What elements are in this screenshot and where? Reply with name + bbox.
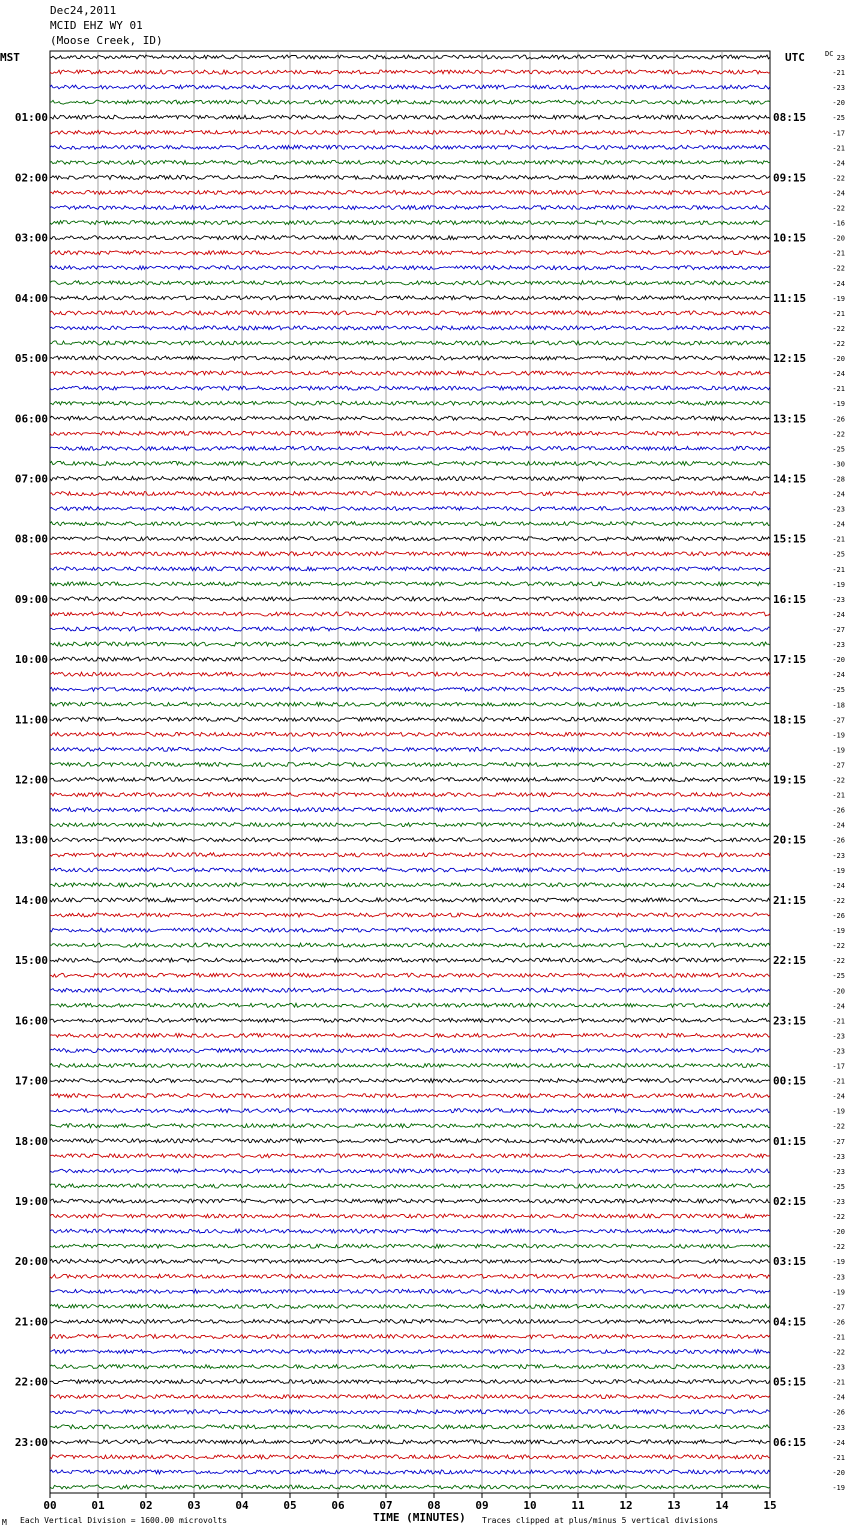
right-hour-label: 14:15 (773, 472, 807, 486)
dc-offset-label: -22 (832, 1213, 845, 1222)
trace-line (50, 537, 770, 541)
left-hour-label: 22:00 (14, 1375, 48, 1389)
trace-line (50, 687, 770, 691)
dc-offset-label: -19 (832, 294, 845, 303)
right-hour-label: 20:15 (773, 833, 807, 847)
header-date: Dec24,2011 (50, 4, 117, 17)
dc-offset-label: -19 (832, 927, 845, 936)
dc-offset-label: -22 (832, 896, 845, 905)
right-hour-label: 00:15 (773, 1074, 807, 1088)
trace-line (50, 341, 770, 345)
trace-line (50, 838, 770, 842)
dc-offset-label: -26 (832, 806, 845, 815)
left-hour-label: 13:00 (14, 833, 48, 847)
trace-line (50, 1049, 770, 1053)
dc-offset-label: -22 (832, 204, 845, 213)
dc-offset-label: -22 (832, 957, 845, 966)
trace-line (50, 853, 770, 857)
trace-line (50, 326, 770, 330)
trace-line (50, 1169, 770, 1173)
dc-offset-label: -21 (832, 309, 845, 318)
trace-line (50, 85, 770, 89)
dc-offset-label: -25 (832, 445, 845, 454)
dc-offset-label: -19 (832, 731, 845, 740)
dc-offset-label: -26 (832, 912, 845, 920)
dc-offset-label: -24 (832, 1393, 845, 1402)
left-hour-label: 15:00 (14, 954, 48, 968)
trace-line (50, 943, 770, 947)
trace-line (50, 627, 770, 631)
trace-line (50, 386, 770, 390)
dc-offset-label: -21 (832, 1378, 845, 1387)
dc-offset-label: -25 (832, 686, 845, 695)
dc-offset-label: -19 (832, 400, 845, 409)
dc-offset-label: -23 (832, 1152, 845, 1161)
dc-offset-label: -22 (832, 174, 845, 183)
trace-line (50, 1109, 770, 1113)
trace-line (50, 883, 770, 887)
dc-offset-label: -24 (832, 671, 845, 680)
trace-line (50, 145, 770, 149)
trace-line (50, 266, 770, 270)
trace-line (50, 492, 770, 496)
dc-offset-label: -19 (832, 746, 845, 755)
trace-line (50, 1079, 770, 1083)
trace-line (50, 793, 770, 797)
header-location: (Moose Creek, ID) (50, 34, 163, 47)
dc-offset-label: -20 (832, 1468, 845, 1477)
x-tick-label: 13 (667, 1499, 681, 1512)
dc-offset-label: -21 (832, 1077, 845, 1086)
dc-offset-label: -27 (832, 1137, 845, 1146)
dc-offset-label: -22 (832, 776, 845, 785)
x-tick-label: 03 (187, 1499, 201, 1512)
dc-offset-label: -23 (832, 505, 845, 514)
trace-line (50, 1335, 770, 1339)
dc-offset-label: -27 (832, 626, 845, 634)
dc-offset-label: -25 (832, 1182, 845, 1191)
dc-offset-label: -24 (832, 610, 845, 619)
trace-line (50, 251, 770, 255)
dc-offset-label: -23 (832, 84, 845, 93)
trace-line (50, 130, 770, 134)
left-hour-label: 18:00 (14, 1134, 48, 1148)
x-tick-label: 14 (715, 1499, 729, 1512)
left-timezone-label: MST (0, 51, 20, 64)
left-hour-label: 07:00 (14, 472, 48, 486)
left-hour-label: 03:00 (14, 231, 48, 245)
x-tick-label: 06 (331, 1499, 345, 1512)
right-hour-label: 03:15 (773, 1255, 807, 1269)
dc-offset-label: -19 (832, 1258, 845, 1267)
dc-offset-label: -19 (832, 1288, 845, 1297)
dc-offset-label: -22 (832, 1348, 845, 1357)
dc-offset-label: -20 (832, 355, 845, 364)
trace-line (50, 1319, 770, 1323)
trace-line (50, 778, 770, 782)
trace-line (50, 206, 770, 210)
trace-line (50, 1274, 770, 1278)
trace-line (50, 55, 770, 59)
dc-offset-label: -24 (832, 1092, 845, 1101)
dc-offset-label: -22 (832, 430, 845, 439)
right-timezone-label: UTC (785, 51, 805, 64)
dc-offset-label: -27 (832, 761, 845, 770)
trace-line (50, 642, 770, 646)
dc-offset-label: -30 (832, 460, 845, 469)
dc-offset-label: -24 (832, 821, 845, 830)
trace-line (50, 371, 770, 375)
trace-line (50, 552, 770, 556)
clip-note: Traces clipped at plus/minus 5 vertical divisions (482, 1516, 719, 1525)
trace-line (50, 1410, 770, 1414)
trace-line (50, 1365, 770, 1369)
trace-line (50, 1018, 770, 1022)
dc-offset-label: -28 (832, 475, 845, 484)
right-hour-label: 13:15 (773, 412, 807, 426)
dc-offset-label: -21 (832, 565, 845, 574)
dc-offset-label: -20 (832, 1228, 845, 1237)
dc-offset-label: -19 (832, 1484, 845, 1492)
dc-offset-label: -24 (832, 370, 845, 379)
trace-line (50, 1380, 770, 1384)
dc-offset-label: -21 (832, 385, 845, 394)
dc-offset-label: -24 (832, 1002, 845, 1011)
trace-line (50, 1184, 770, 1188)
trace-line (50, 597, 770, 601)
trace-line (50, 461, 770, 465)
dc-offset-label: -22 (832, 942, 845, 951)
dc-offset-label: -19 (832, 1107, 845, 1116)
dc-offset-label: -21 (832, 69, 845, 78)
dc-offset-label: -23 (832, 595, 845, 604)
x-tick-label: 01 (91, 1499, 105, 1512)
dc-offset-label: -16 (832, 219, 845, 228)
trace-line (50, 808, 770, 812)
trace-line (50, 567, 770, 571)
dc-offset-label: -24 (832, 279, 845, 288)
left-hour-label: 16:00 (14, 1014, 48, 1028)
trace-line (50, 1470, 770, 1474)
trace-line (50, 401, 770, 405)
dc-offset-label: -23 (832, 1198, 845, 1206)
trace-line (50, 160, 770, 164)
trace-line (50, 1003, 770, 1007)
trace-line (50, 1229, 770, 1233)
trace-line (50, 507, 770, 511)
trace-line (50, 1033, 770, 1037)
right-hour-label: 15:15 (773, 532, 807, 546)
dc-offset-label: -20 (832, 234, 845, 243)
right-hour-label: 04:15 (773, 1315, 807, 1329)
trace-line (50, 1455, 770, 1459)
dc-offset-label: -17 (832, 1062, 845, 1071)
x-tick-label: 02 (139, 1499, 153, 1512)
left-hour-label: 08:00 (14, 532, 48, 546)
dc-offset-label: -25 (832, 972, 845, 981)
right-hour-label: 18:15 (773, 713, 807, 727)
dc-offset-label: -26 (832, 415, 845, 424)
left-hour-label: 23:00 (14, 1435, 48, 1449)
trace-line (50, 296, 770, 300)
left-hour-label: 19:00 (14, 1195, 48, 1208)
dc-offset-label: -24 (832, 490, 845, 499)
dc-offset-label: -27 (832, 1303, 845, 1312)
header-station: MCID EHZ WY 01 (50, 19, 143, 32)
right-hour-label: 02:15 (773, 1195, 807, 1208)
scale-note: Each Vertical Division = 1600.00 microvolts (20, 1516, 228, 1525)
left-hour-label: 02:00 (14, 171, 48, 185)
dc-offset-label: -25 (832, 550, 845, 559)
trace-line (50, 672, 770, 676)
trace-line (50, 1304, 770, 1308)
trace-line (50, 1139, 770, 1143)
dc-offset-label: -21 (832, 1017, 845, 1026)
x-tick-label: 12 (619, 1499, 633, 1512)
dc-offset-label: -23 (832, 1047, 845, 1056)
trace-line (50, 582, 770, 586)
left-hour-label: 12:00 (14, 773, 48, 787)
trace-line (50, 431, 770, 435)
right-hour-label: 10:15 (773, 231, 807, 245)
trace-line (50, 717, 770, 721)
dc-offset-label: -22 (832, 324, 845, 333)
dc-offset-label: -24 (832, 1438, 845, 1447)
left-hour-label: 06:00 (14, 412, 48, 426)
trace-line (50, 1289, 770, 1293)
left-hour-label: 05:00 (14, 352, 48, 366)
x-tick-label: 15 (763, 1499, 777, 1512)
trace-line (50, 747, 770, 751)
dc-offset-label: -22 (832, 1243, 845, 1252)
dc-offset-label: -23 (832, 1167, 845, 1176)
trace-line (50, 1485, 770, 1489)
trace-line (50, 612, 770, 616)
x-tick-label: 00 (43, 1499, 57, 1512)
trace-line (50, 973, 770, 977)
trace-line (50, 958, 770, 962)
dc-offset-label: -21 (832, 249, 845, 258)
x-tick-label: 11 (571, 1499, 585, 1512)
left-hour-label: 21:00 (14, 1315, 48, 1329)
dc-offset-label: -22 (832, 340, 845, 348)
dc-offset-label: -23 (832, 1032, 845, 1041)
trace-line (50, 823, 770, 827)
dc-offset-label: -23 (832, 1363, 845, 1372)
right-hour-label: 12:15 (773, 352, 807, 366)
right-hour-label: 06:15 (773, 1435, 807, 1449)
x-tick-label: 07 (379, 1499, 393, 1512)
dc-offset-label: -21 (832, 1333, 845, 1342)
trace-line (50, 702, 770, 706)
trace-line (50, 898, 770, 902)
trace-line (50, 1154, 770, 1158)
right-hour-label: 23:15 (773, 1014, 807, 1028)
dc-offset-label: -26 (832, 836, 845, 845)
trace-line (50, 356, 770, 360)
dc-offset-label: -18 (832, 701, 845, 710)
trace-line (50, 1259, 770, 1263)
trace-line (50, 868, 770, 872)
trace-line (50, 446, 770, 450)
trace-line (50, 191, 770, 195)
dc-offset-label: -22 (832, 264, 845, 273)
dc-offset-label: -19 (832, 866, 845, 875)
trace-line (50, 416, 770, 420)
right-hour-label: 19:15 (773, 773, 807, 787)
right-hour-label: 11:15 (773, 291, 807, 305)
trace-line (50, 732, 770, 736)
dc-offset-label: -26 (832, 1318, 845, 1327)
dc-offset-label: -23 (832, 851, 845, 860)
right-hour-label: 16:15 (773, 592, 807, 606)
dc-offset-label: -21 (832, 1453, 845, 1462)
dc-offset-label: -21 (832, 791, 845, 800)
trace-line (50, 175, 770, 179)
trace-line (50, 311, 770, 315)
trace-line (50, 1395, 770, 1399)
dc-offset-label: -17 (832, 129, 845, 138)
trace-line (50, 236, 770, 240)
trace-line (50, 763, 770, 767)
trace-line (50, 913, 770, 917)
dc-offset-label: -24 (832, 881, 845, 890)
trace-line (50, 928, 770, 932)
dc-offset-label: -26 (832, 1408, 845, 1417)
left-hour-label: 09:00 (14, 592, 48, 606)
x-tick-label: 05 (283, 1499, 297, 1512)
dc-offset-label: -20 (832, 656, 845, 665)
right-hour-label: 21:15 (773, 893, 807, 907)
dc-offset-label: -19 (832, 580, 845, 589)
right-hour-label: 22:15 (773, 954, 807, 968)
dc-offset-label: -20 (832, 99, 845, 108)
dc-offset-label: -22 (832, 1122, 845, 1131)
trace-line (50, 988, 770, 992)
dc-offset-label: -24 (832, 189, 845, 198)
trace-line (50, 657, 770, 661)
trace-line (50, 1064, 770, 1068)
dc-offset-label: 23 (836, 54, 845, 62)
dc-header-label: DC (825, 50, 834, 58)
trace-line (50, 115, 770, 119)
dc-offset-label: -23 (832, 1273, 845, 1282)
trace-line (50, 1124, 770, 1128)
x-tick-label: 09 (475, 1499, 489, 1512)
trace-line (50, 477, 770, 481)
trace-line (50, 1350, 770, 1354)
right-hour-label: 17:15 (773, 653, 807, 667)
dc-offset-label: -21 (832, 144, 845, 153)
trace-line (50, 1425, 770, 1429)
trace-line (50, 522, 770, 526)
trace-line (50, 281, 770, 285)
trace-line (50, 100, 770, 104)
corner-mark: M (2, 1518, 7, 1527)
x-tick-label: 04 (235, 1499, 249, 1512)
dc-offset-label: -25 (832, 114, 845, 123)
left-hour-label: 01:00 (14, 111, 48, 125)
trace-line (50, 1094, 770, 1098)
dc-offset-label: -21 (832, 535, 845, 544)
left-hour-label: 20:00 (14, 1255, 48, 1269)
right-hour-label: 08:15 (773, 111, 807, 125)
right-hour-label: 01:15 (773, 1134, 807, 1148)
x-axis-label: TIME (MINUTES) (373, 1511, 466, 1524)
dc-offset-label: -23 (832, 1423, 845, 1432)
trace-line (50, 1199, 770, 1203)
trace-line (50, 1244, 770, 1248)
left-hour-label: 17:00 (14, 1074, 48, 1088)
x-tick-label: 08 (427, 1499, 441, 1512)
trace-line (50, 1440, 770, 1444)
x-tick-label: 10 (523, 1499, 537, 1512)
left-hour-label: 10:00 (14, 653, 48, 667)
dc-offset-label: -24 (832, 159, 845, 168)
dc-offset-label: -27 (832, 716, 845, 725)
right-hour-label: 05:15 (773, 1375, 807, 1389)
trace-line (50, 70, 770, 74)
dc-offset-label: -23 (832, 641, 845, 650)
left-hour-label: 14:00 (14, 893, 48, 907)
left-hour-label: 04:00 (14, 291, 48, 305)
dc-offset-label: -20 (832, 987, 845, 996)
right-hour-label: 09:15 (773, 171, 807, 185)
dc-offset-label: -24 (832, 520, 845, 529)
trace-line (50, 1214, 770, 1218)
trace-line (50, 221, 770, 225)
left-hour-label: 11:00 (14, 713, 48, 727)
